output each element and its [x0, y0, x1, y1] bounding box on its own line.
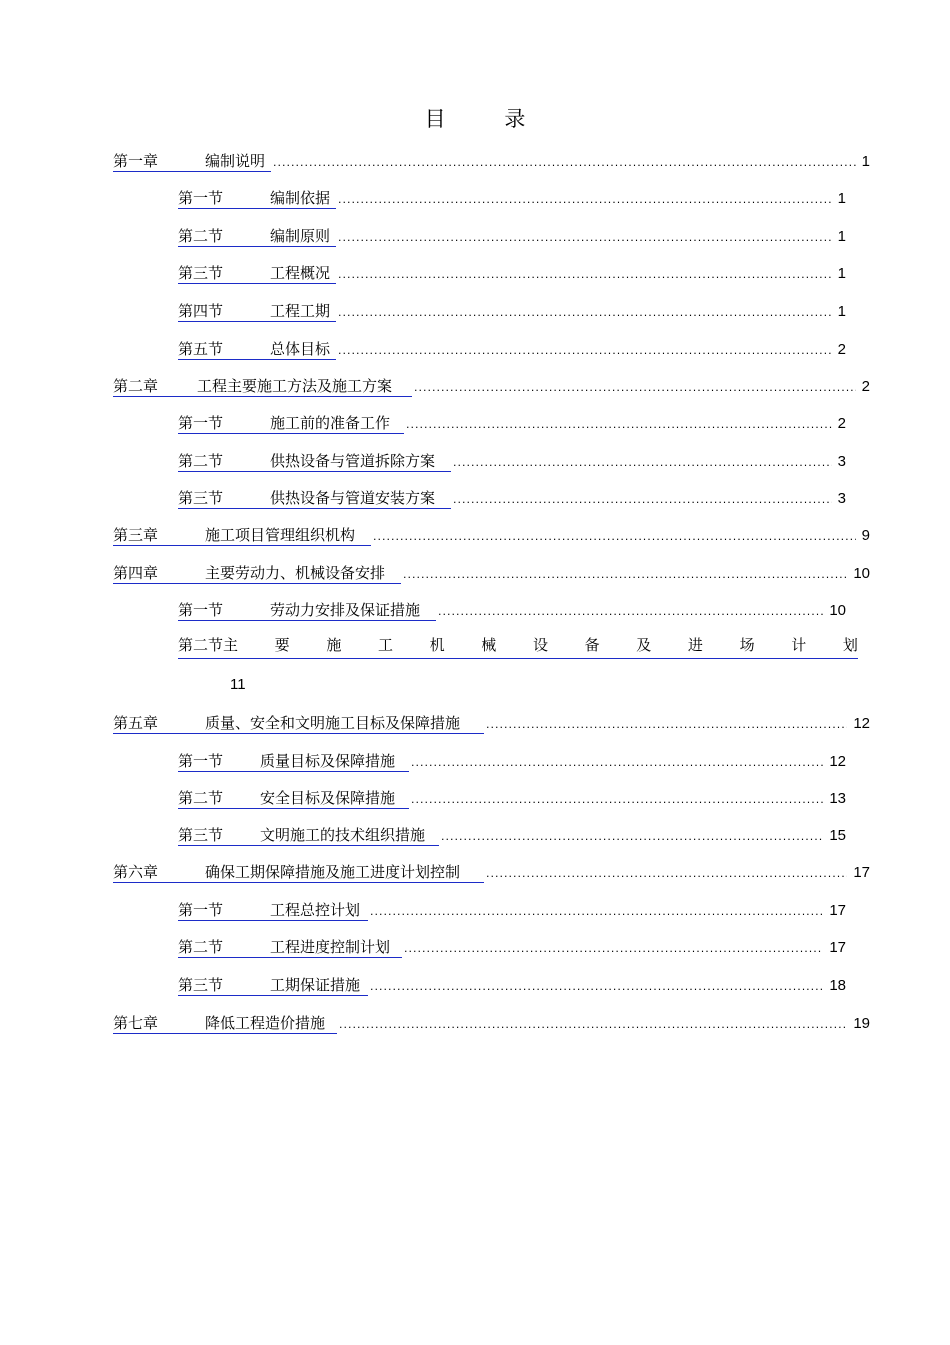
toc-chapter-3[interactable]: [113, 522, 870, 546]
leader-dots: [411, 791, 823, 809]
toc-link[interactable]: 第六章 确保工期保障措施及施工进度计划控制: [113, 862, 484, 883]
page-number: 12: [853, 715, 870, 732]
leader-dots: [486, 865, 847, 883]
toc-link[interactable]: 第一节 劳动力安排及保证措施: [178, 600, 436, 621]
toc-section[interactable]: [178, 185, 846, 209]
toc-link[interactable]: 第二节 供热设备与管道拆除方案: [178, 451, 451, 472]
toc-chapter-4[interactable]: [113, 560, 870, 584]
toc-section[interactable]: [178, 336, 846, 360]
leader-dots: [338, 342, 832, 360]
page-number: 18: [829, 977, 846, 994]
leader-dots: [441, 828, 823, 846]
toc-section[interactable]: [178, 748, 846, 772]
leader-dots: [273, 154, 856, 172]
leader-dots: [370, 978, 823, 996]
page-number: 19: [853, 1015, 870, 1032]
toc-link[interactable]: 第一节 质量目标及保障措施: [178, 751, 409, 772]
toc-section[interactable]: [178, 822, 846, 846]
page-number: 1: [837, 228, 846, 245]
leader-dots: [414, 379, 856, 397]
leader-dots: [339, 1016, 847, 1034]
page-number: 17: [853, 864, 870, 881]
toc-link[interactable]: 第三节 供热设备与管道安装方案: [178, 488, 451, 509]
toc-link[interactable]: 第二章 工程主要施工方法及施工方案: [113, 376, 412, 397]
leader-dots: [406, 416, 832, 434]
leader-dots: [486, 716, 847, 734]
toc-link[interactable]: 第五节 总体目标: [178, 339, 336, 360]
toc-section[interactable]: [178, 223, 846, 247]
page-number: 3: [837, 490, 846, 507]
leader-dots: [338, 191, 832, 209]
page-number: 10: [829, 602, 846, 619]
toc-link[interactable]: 第四节 工程工期: [178, 301, 336, 322]
toc-section[interactable]: [178, 485, 846, 509]
page-number: 17: [829, 902, 846, 919]
toc-link[interactable]: 第一节 编制依据: [178, 188, 336, 209]
toc-section[interactable]: [178, 448, 846, 472]
toc-link[interactable]: 第二节 工程进度控制计划: [178, 937, 402, 958]
toc-section[interactable]: [178, 298, 846, 322]
toc-link[interactable]: 第二节 安全目标及保障措施: [178, 788, 409, 809]
toc-link[interactable]: 第一节 施工前的准备工作: [178, 413, 404, 434]
page-number: 10: [853, 565, 870, 582]
toc-title: 目 录: [424, 107, 552, 131]
toc-link[interactable]: 第一章 编制说明: [113, 151, 271, 172]
page-number: 13: [829, 790, 846, 807]
page-number: 15: [829, 827, 846, 844]
page-number: 1: [837, 190, 846, 207]
page-number: 9: [861, 527, 870, 544]
page-number: 12: [829, 753, 846, 770]
page-number: 1: [837, 265, 846, 282]
toc-link[interactable]: 第二节 编制原则: [178, 226, 336, 247]
page-number: 11: [230, 676, 246, 693]
toc-chapter-1[interactable]: [113, 148, 870, 172]
toc-link[interactable]: 第三章 施工项目管理组织机构: [113, 525, 371, 546]
toc-link[interactable]: 第一节 工程总控计划: [178, 900, 368, 921]
toc-link[interactable]: 第四章 主要劳动力、机械设备安排: [113, 563, 401, 584]
toc-link[interactable]: 第三节 文明施工的技术组织措施: [178, 825, 439, 846]
toc-section[interactable]: [178, 897, 846, 921]
page-number: 1: [837, 303, 846, 320]
leader-dots: [370, 903, 823, 921]
leader-dots: [438, 603, 823, 621]
leader-dots: [338, 266, 832, 284]
toc-chapter-7[interactable]: [113, 1010, 870, 1034]
page-number: 17: [829, 939, 846, 956]
leader-dots: [453, 454, 832, 472]
leader-dots: [373, 528, 856, 546]
leader-dots: [453, 491, 832, 509]
toc-link[interactable]: 第七章 降低工程造价措施: [113, 1013, 337, 1034]
toc-section[interactable]: [178, 410, 846, 434]
toc-chapter-2[interactable]: [113, 373, 870, 397]
toc-chapter-5[interactable]: [113, 710, 870, 734]
toc-chapter-6[interactable]: [113, 859, 870, 883]
leader-dots: [403, 566, 847, 584]
leader-dots: [411, 754, 823, 772]
leader-dots: [338, 229, 832, 247]
page-number: 2: [837, 341, 846, 358]
page-number: 2: [861, 378, 870, 395]
toc-section[interactable]: [178, 785, 846, 809]
toc-section-spread[interactable]: 第二节主 要 施 工 机 械 设 备 及 进 场 计 划: [178, 634, 858, 659]
leader-dots: [338, 304, 832, 322]
toc-link[interactable]: 第五章 质量、安全和文明施工目标及保障措施: [113, 713, 484, 734]
toc-link[interactable]: 第三节 工期保证措施: [178, 975, 368, 996]
page-number: 2: [837, 415, 846, 432]
toc-section[interactable]: [178, 934, 846, 958]
leader-dots: [404, 940, 823, 958]
page-number: 3: [837, 453, 846, 470]
toc-section[interactable]: [178, 260, 846, 284]
toc-section[interactable]: [178, 597, 846, 621]
toc-link[interactable]: 第三节 工程概况: [178, 263, 336, 284]
toc-section[interactable]: [178, 972, 846, 996]
page-number: 1: [861, 153, 870, 170]
